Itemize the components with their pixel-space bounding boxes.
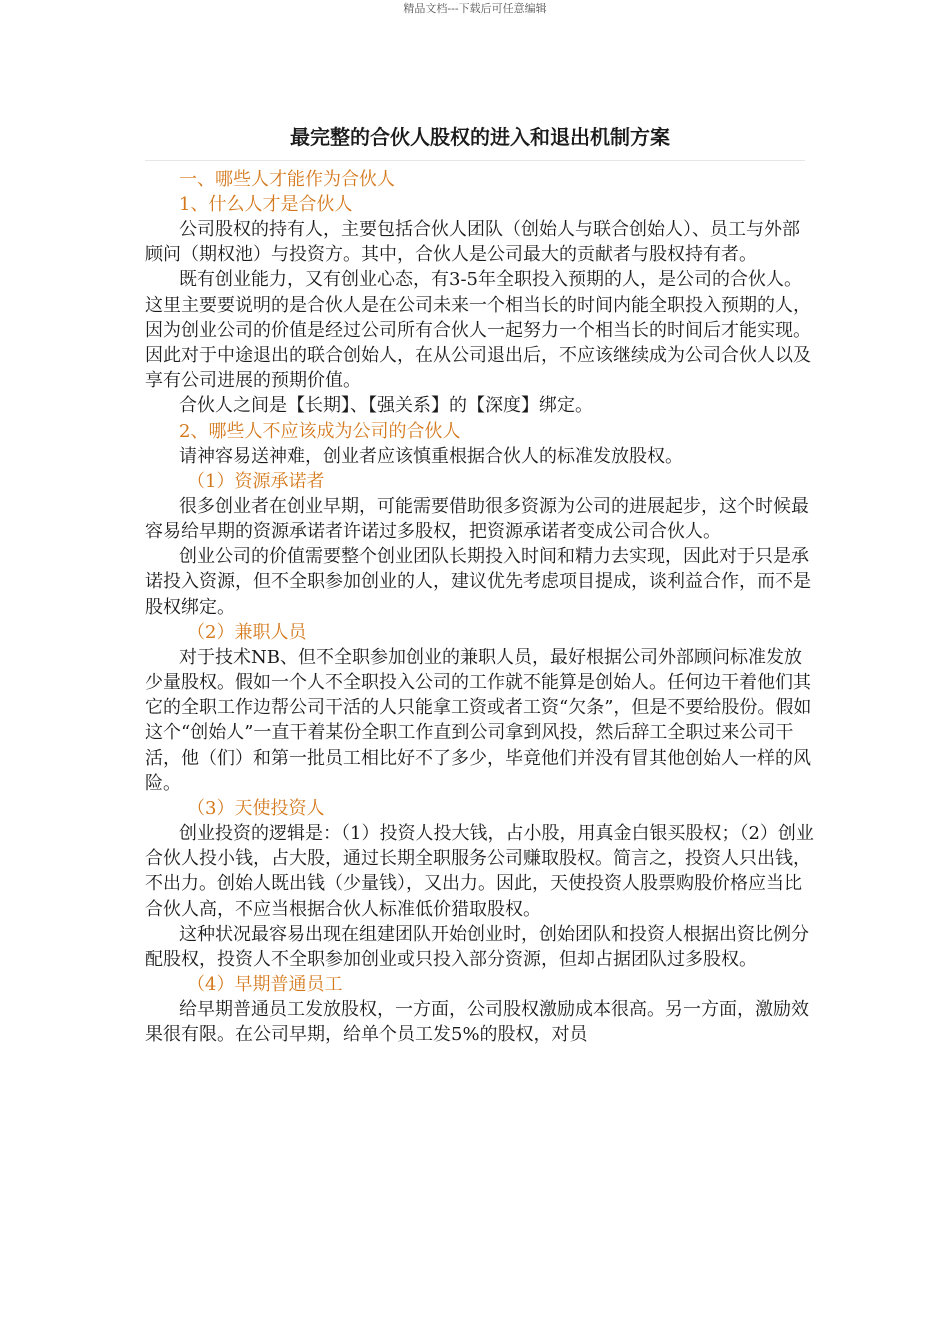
subsection-heading: （2）兼职人员: [187, 621, 307, 643]
page-header: 精品文档---下载后可任意编辑: [403, 2, 547, 15]
section-heading: 1、什么人才是合伙人: [179, 194, 353, 215]
section-heading: 一、哪些人才能作为合伙人: [179, 169, 395, 190]
document-title: 最完整的合伙人股权的进入和退出机制方案: [290, 125, 670, 149]
paragraph: 给早期普通员工发放股权，一方面，公司股权激励成本很高。另一方面，激励效果很有限。在公司早期，给单个员工发5%的股权，对员: [145, 999, 809, 1046]
paragraph: 很多创业者在创业早期，可能需要借助很多资源为公司的进展起步，这个时候最容易给早期的资源承诺者许诺过多股权，把资源承诺者变成公司合伙人。: [145, 495, 809, 543]
subsection-heading: （3）天使投资人: [187, 798, 325, 820]
paragraph: 既有创业能力，又有创业心态，有3-5年全职投入预期的人，是公司的合伙人。这里主要要说明的是合伙人是在公司未来一个相当长的时间内能全职投入预期的人，因为创业公司的价值是经过公司所有合伙人一起努力一个相当长的时间后才能实现。因此对于中途退出的联合创始人，在从公司退出后，不应该继续成为公司合伙人以及享有公司进展的预期价值。: [145, 269, 811, 392]
paragraph: 创业公司的价值需要整个创业团队长期投入时间和精力去实现，因此对于只是承诺投入资源，但不全职参加创业的人，建议优先考虑项目提成，谈利益合作，而不是股权绑定。: [145, 546, 811, 618]
paragraph: 请神容易送神难，创业者应该慎重根据合伙人的标准发放股权。: [179, 445, 683, 467]
paragraph: 合伙人之间是【长期】、【强关系】的【深度】绑定。: [179, 395, 593, 417]
document-page: [145, 120, 815, 1048]
paragraph: 对于技术NB、但不全职参加创业的兼职人员，最好根据公司外部顾问标准发放少量股权。假如一个人不全职投入公司的工作就不能算是创始人。任何边干着他们其它的全职工作边帮公司干活的人只能拿工资或者工资“欠条”，但是不要给股份。假如这个“创始人”一直干着某份全职工作直到公司拿到风投，然后辞工全职过来公司干活，他（们）和第一批员工相比好不了多少，毕竟他们并没有冒其他创始人一样的风险。: [145, 646, 812, 794]
subsection-heading: （4）早期普通员工: [187, 974, 343, 996]
subsection-heading: （1）资源承诺者: [187, 470, 325, 492]
section-heading: 2、哪些人不应该成为公司的合伙人: [179, 420, 461, 442]
paragraph: 创业投资的逻辑是：（1）投资人投大钱，占小股，用真金白银买股权；（2）创业合伙人投小钱，占大股，通过长期全职服务公司赚取股权。简言之，投资人只出钱，不出力。创始人既出钱（少量钱），又出力。因此，天使投资人股票购股价格应当比合伙人高，不应当根据合伙人标准低价猎取股权。: [145, 823, 814, 920]
paragraph: 这种状况最容易出现在组建团队开始创业时，创始团队和投资人根据出资比例分配股权，投资人不全职参加创业或只投入部分资源，但却占据团队过多股权。: [145, 923, 809, 971]
title-divider: [145, 160, 805, 161]
paragraph: 公司股权的持有人，主要包括合伙人团队（创始人与联合创始人）、员工与外部顾问（期权池）与投资方。其中，合伙人是公司最大的贡献者与股权持有者。: [145, 219, 800, 266]
